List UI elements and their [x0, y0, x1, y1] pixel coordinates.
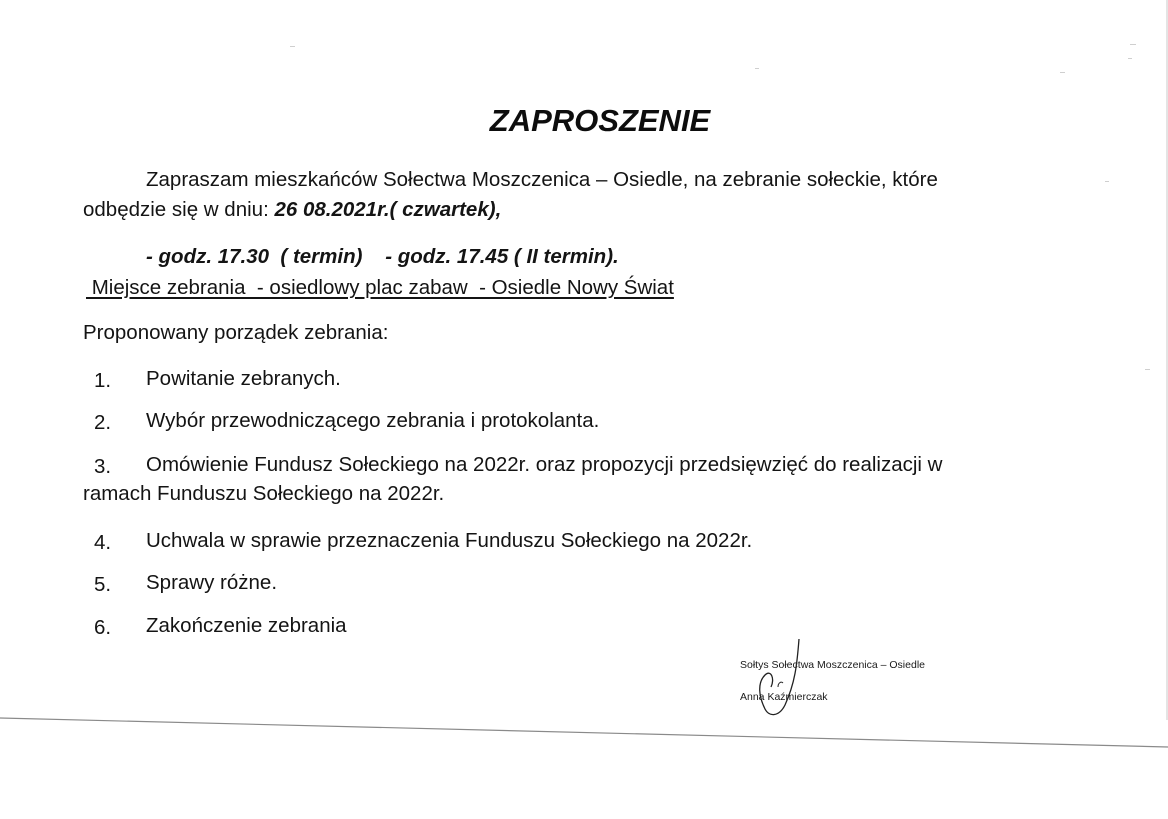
list-item-number: 3. [94, 455, 112, 478]
intro-prefix: odbędzie się w dniu: [83, 198, 275, 221]
list-item-number: 1. [94, 369, 112, 392]
list-item-text: Sprawy różne. [146, 571, 278, 594]
list-item-number: 6. [94, 616, 112, 639]
meeting-times: - godz. 17.30 ( termin) - godz. 17.45 ( II termin). [146, 245, 619, 268]
list-item-number: 2. [94, 411, 112, 434]
signature-name: Anna Kaźmierczak [740, 691, 828, 703]
meeting-date: 26 08.2021r.( czwartek), [274, 198, 502, 221]
agenda-heading: Proponowany porządek zebrania: [83, 321, 389, 344]
list-item-text: Uchwala w sprawie przeznaczenia Funduszu Sołeckiego na 2022r. [146, 529, 753, 552]
list-item-text: Powitanie zebranych. [146, 367, 341, 390]
list-item-text: Wybór przewodniczącego zebrania i protokolanta. [146, 409, 600, 432]
meeting-location: Miejsce zebrania - osiedlowy plac zabaw - Osiedle Nowy Świat [86, 276, 674, 299]
signature-role: Sołtys Sołectwa Moszczenica – Osiedle [740, 659, 925, 671]
list-item-number: 5. [94, 573, 112, 596]
list-item-text: Omówienie Fundusz Sołeckiego na 2022r. oraz propozycji przedsięwzięć do realizacji w [146, 453, 943, 476]
list-item-text: Zakończenie zebrania [146, 614, 347, 637]
list-item-text-continued: ramach Funduszu Sołeckiego na 2022r. [83, 482, 445, 505]
document-title: ZAPROSZENIE [489, 103, 711, 138]
list-item-number: 4. [94, 531, 112, 554]
intro-line-1: Zapraszam mieszkańców Sołectwa Moszczenica – Osiedle, na zebranie sołeckie, które [146, 168, 938, 191]
